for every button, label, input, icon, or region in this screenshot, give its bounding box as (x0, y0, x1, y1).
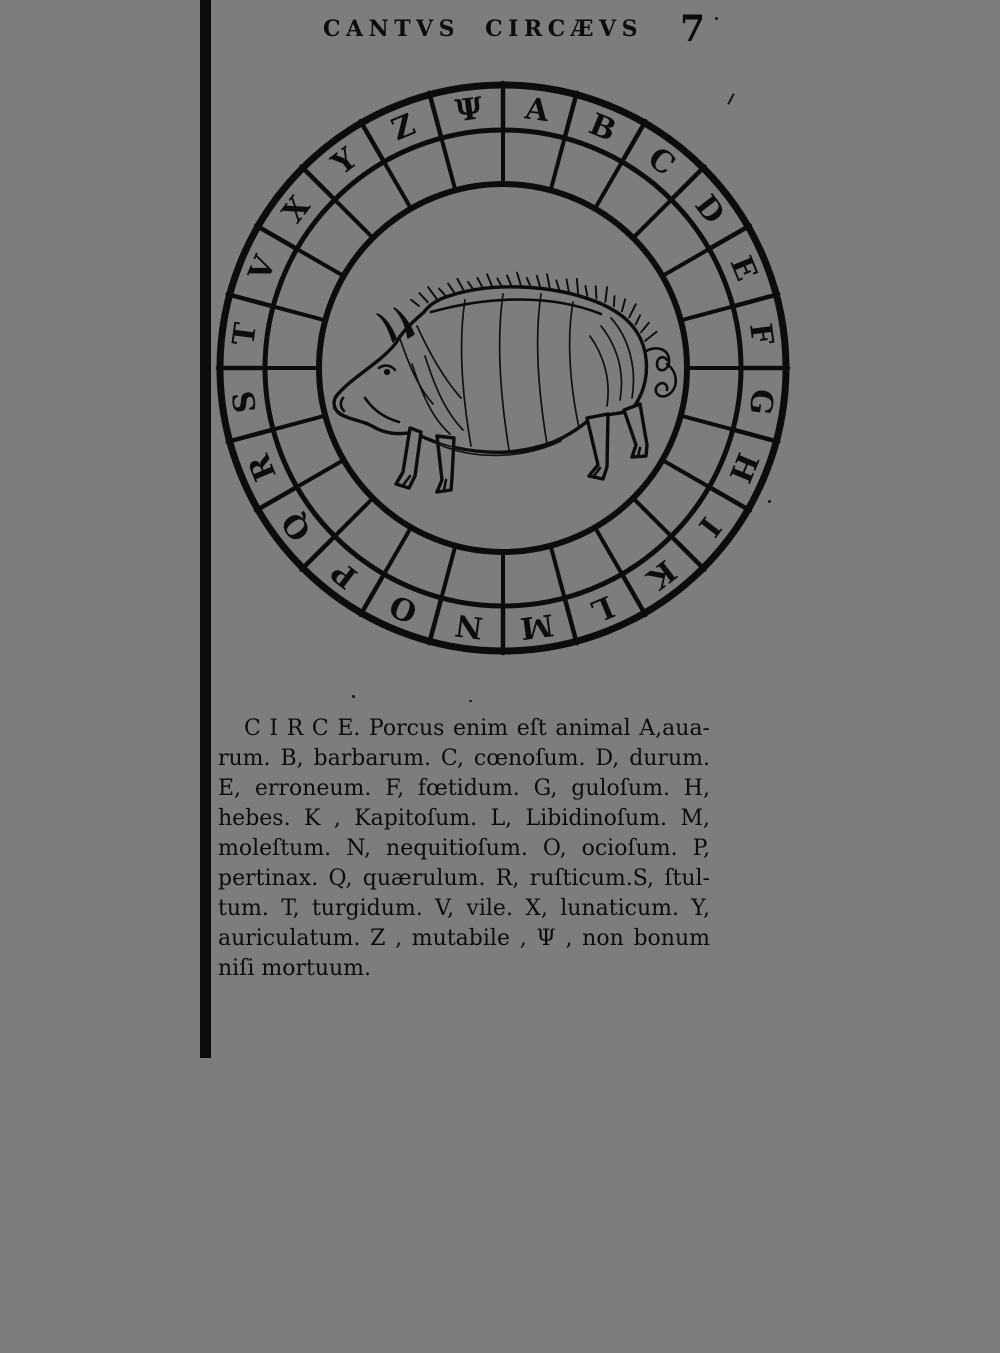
pig-bristle (636, 315, 640, 324)
wheel-letter-D: D (687, 188, 732, 231)
pig-bristle (487, 274, 493, 288)
wheel-letter-L: L (586, 587, 619, 629)
wheel-letter-S: S (226, 388, 264, 415)
inner-tick (633, 198, 673, 238)
pig-bristle (641, 323, 649, 333)
inner-tick (551, 546, 565, 600)
cell-divider (301, 166, 334, 199)
cell-divider (228, 430, 273, 442)
running-header-title: CANTVS CIRCÆVS (323, 16, 643, 42)
wheel-letter-F: F (742, 321, 780, 347)
inner-tick (295, 248, 343, 276)
inner-tick (633, 498, 673, 538)
wheel-letter-H: H (721, 447, 765, 488)
pig-bristle (457, 279, 464, 292)
wheel-letter-P: P (325, 553, 365, 596)
inner-tick (595, 527, 623, 575)
wheel-letter-Y: Y (325, 141, 364, 183)
inner-tick (271, 306, 325, 320)
inner-tick (681, 306, 735, 320)
pig-woodcut (334, 273, 676, 492)
cell-divider (565, 93, 577, 138)
cell-divider (429, 93, 441, 138)
wheel-letter-N: N (453, 606, 485, 645)
wheel-letter-K: K (640, 552, 683, 597)
wheel-letter-Ψ: Ψ (453, 91, 485, 130)
pig-bristle (439, 289, 446, 296)
ink-speck (768, 500, 771, 503)
cell-divider (733, 430, 778, 442)
inner-tick (551, 136, 565, 190)
pig-ear (377, 314, 396, 342)
wheel-letter-V: V (242, 251, 284, 286)
text-line-4: hebes. K , Kapitoſum. L, Libidinoſum. M, (218, 806, 710, 831)
pig-bristle (577, 279, 578, 294)
cell-divider (256, 226, 297, 250)
pig-bristle (596, 286, 597, 298)
pig-bristle (629, 304, 636, 317)
inner-tick (333, 198, 373, 238)
pig-bristle (614, 296, 615, 306)
ink-speck (352, 695, 355, 698)
cell-divider (361, 574, 385, 615)
pig-eye (385, 370, 390, 375)
cell-divider (709, 226, 750, 250)
wheel-letter-R: R (241, 449, 284, 486)
cell-divider (429, 598, 441, 643)
ink-speck (715, 17, 718, 20)
inner-tick (681, 416, 735, 430)
cell-divider (565, 598, 577, 643)
text-line-7: tum. T, turgidum. V, vile. X, lunaticum. Y, (218, 896, 710, 921)
ink-speck (469, 700, 472, 702)
cell-divider (733, 294, 778, 306)
wheel-letter-E: E (722, 251, 764, 286)
alphabet-wheel (203, 68, 803, 668)
pig-bristle (585, 286, 587, 296)
text-line-5: moleſtum. N, nequitioſum. O, ocioſum. P, (218, 836, 710, 861)
pig-bristle (517, 273, 521, 287)
cell-divider (256, 487, 297, 511)
pig-bristle (448, 284, 455, 294)
pig-bristle (556, 280, 559, 290)
wheel-letter-Q: Q (274, 505, 319, 548)
inner-tick (383, 160, 411, 208)
pig-bristle (645, 332, 656, 341)
cell-divider (709, 487, 750, 511)
text-line-1: C I R C E. Porcus enim eſt animal A,aua- (244, 716, 710, 741)
text-line-9: niſi mortuum. (218, 956, 372, 981)
inner-tick (333, 498, 373, 538)
wheel-letter-T: T (226, 320, 265, 348)
inner-tick (295, 460, 343, 488)
text-line-6: pertinax. Q, quærulum. R, ruſticum.S, ſtul- (218, 866, 710, 891)
inner-tick (662, 248, 710, 276)
text-line-2: rum. B, barbarum. C, cœnoſum. D, durum. (218, 746, 710, 771)
cell-divider (671, 166, 704, 199)
cell-divider (622, 574, 646, 615)
wheel-letter-O: O (384, 587, 423, 630)
cell-divider (671, 536, 704, 569)
cell-divider (361, 121, 385, 162)
pig-bristle (566, 279, 568, 291)
inner-tick (441, 546, 455, 600)
circe-paragraph (218, 714, 710, 984)
pig-bristle (547, 274, 550, 288)
cell-divider (301, 536, 334, 569)
pig-bristle (428, 287, 437, 299)
wheel-letter-C: C (641, 140, 682, 183)
wheel-letter-Z: Z (386, 107, 421, 149)
inner-tick (441, 136, 455, 190)
pig-bristle (419, 293, 427, 302)
wheel-letter-I: I (691, 510, 728, 543)
wheel-letter-M: M (518, 606, 556, 646)
wheel-letter-X: X (275, 189, 318, 230)
text-line-3: E, erroneum. F, fœtidum. G, guloſum. H, (218, 776, 710, 801)
text-line-8: auriculatum. Z , mutabile , Ψ , non bonum (218, 926, 710, 951)
wheel-letter-G: G (741, 386, 780, 417)
cell-divider (622, 121, 646, 162)
pig-bristle (537, 276, 541, 288)
pig-hind-leg-far (624, 404, 647, 457)
cell-divider (228, 294, 273, 306)
pig-bristle (411, 300, 419, 306)
inner-tick (383, 527, 411, 575)
page-number: 7 (680, 8, 706, 50)
pig-bristle (622, 299, 625, 311)
wheel-letter-B: B (584, 106, 621, 149)
pig-bristle (605, 287, 607, 302)
wheel-letter-A: A (523, 91, 551, 130)
inner-tick (271, 416, 325, 430)
inner-tick (595, 160, 623, 208)
inner-tick (662, 460, 710, 488)
